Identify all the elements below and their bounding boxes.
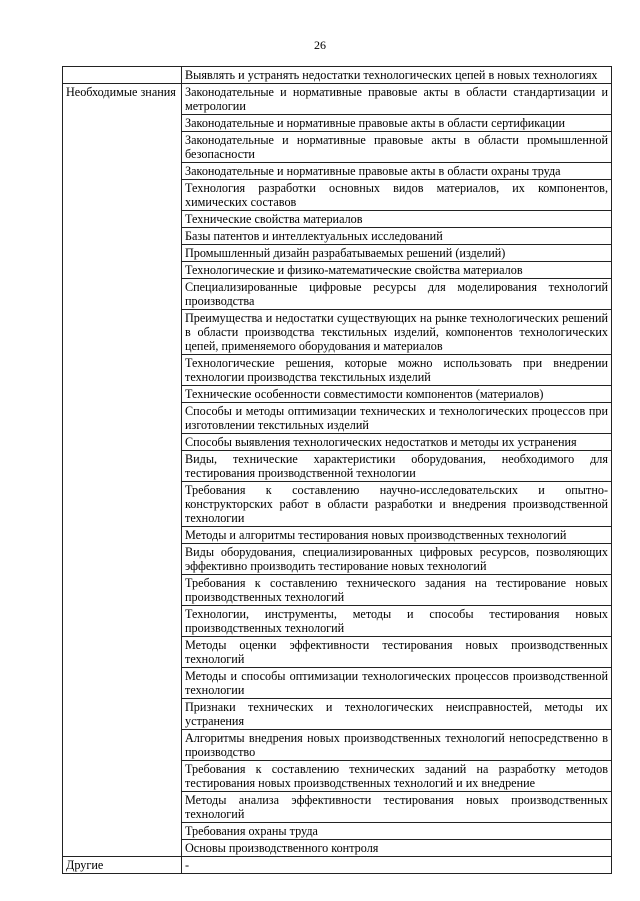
table-cell: Методы анализа эффективности тестирования новых производственных технологий [182, 792, 612, 823]
table-cell: Требования охраны труда [182, 823, 612, 840]
table-cell: Методы и способы оптимизации технологических процессов производственной технологии [182, 668, 612, 699]
table-cell: Технические особенности совместимости компонентов (материалов) [182, 386, 612, 403]
table-cell: Требования к составлению научно-исследовательских и опытно-конструкторских работ в области разработки и внедрения производственной технологии [182, 482, 612, 527]
table-row [63, 857, 612, 874]
table-cell: Преимущества и недостатки существующих на рынке технологических решений в области производства текстильных изделий, компонентов технологических цепей, применяемого оборудования и материалов [182, 310, 612, 355]
table-cell: Выявлять и устранять недостатки технологических цепей в новых технологиях [182, 67, 612, 84]
table-cell: Технические свойства материалов [182, 211, 612, 228]
table-cell: Методы оценки эффективности тестирования новых производственных технологий [182, 637, 612, 668]
table-cell: Технологии, инструменты, методы и способы тестирования новых производственных технологий [182, 606, 612, 637]
table-cell: Методы и алгоритмы тестирования новых производственных технологий [182, 527, 612, 544]
table-cell: Базы патентов и интеллектуальных исследований [182, 228, 612, 245]
table-cell: Законодательные и нормативные правовые акты в области охраны труда [182, 163, 612, 180]
row-label: Другие [63, 857, 182, 874]
table-cell: Специализированные цифровые ресурсы для моделирования технологий производства [182, 279, 612, 310]
table-cell: Технология разработки основных видов материалов, их компонентов, химических составов [182, 180, 612, 211]
table-cell: Технологические решения, которые можно использовать при внедрении технологии производства текстильных изделий [182, 355, 612, 386]
table-cell: Основы производственного контроля [182, 840, 612, 857]
table-cell: Способы выявления технологических недостатков и методы их устранения [182, 434, 612, 451]
table-body [63, 67, 612, 874]
table-cell: Требования к составлению технического задания на тестирование новых производственных технологий [182, 575, 612, 606]
table-cell: Виды, технические характеристики оборудования, необходимого для тестирования производственной технологии [182, 451, 612, 482]
table-cell: Законодательные и нормативные правовые акты в области стандартизации и метрологии [182, 84, 612, 115]
table-row [63, 67, 612, 84]
table-cell: Требования к составлению технических заданий на разработку методов тестирования новых производственных технологий и их внедрение [182, 761, 612, 792]
table-cell: Алгоритмы внедрения новых производственных технологий непосредственно в производство [182, 730, 612, 761]
table-row [63, 84, 612, 115]
table-cell: Виды оборудования, специализированных цифровых ресурсов, позволяющих эффективно производить тестирование новых технологий [182, 544, 612, 575]
page-number: 26 [314, 38, 326, 52]
row-label [63, 67, 182, 84]
knowledge-requirements-table [62, 66, 612, 874]
table-cell: - [182, 857, 612, 874]
table-cell: Способы и методы оптимизации технических и технологических процессов при изготовлении текстильных изделий [182, 403, 612, 434]
table-cell: Законодательные и нормативные правовые акты в области промышленной безопасности [182, 132, 612, 163]
row-label: Необходимые знания [63, 84, 182, 857]
table-cell: Промышленный дизайн разрабатываемых решений (изделий) [182, 245, 612, 262]
table-cell: Технологические и физико-математические свойства материалов [182, 262, 612, 279]
table-cell: Признаки технических и технологических неисправностей, методы их устранения [182, 699, 612, 730]
table-cell: Законодательные и нормативные правовые акты в области сертификации [182, 115, 612, 132]
